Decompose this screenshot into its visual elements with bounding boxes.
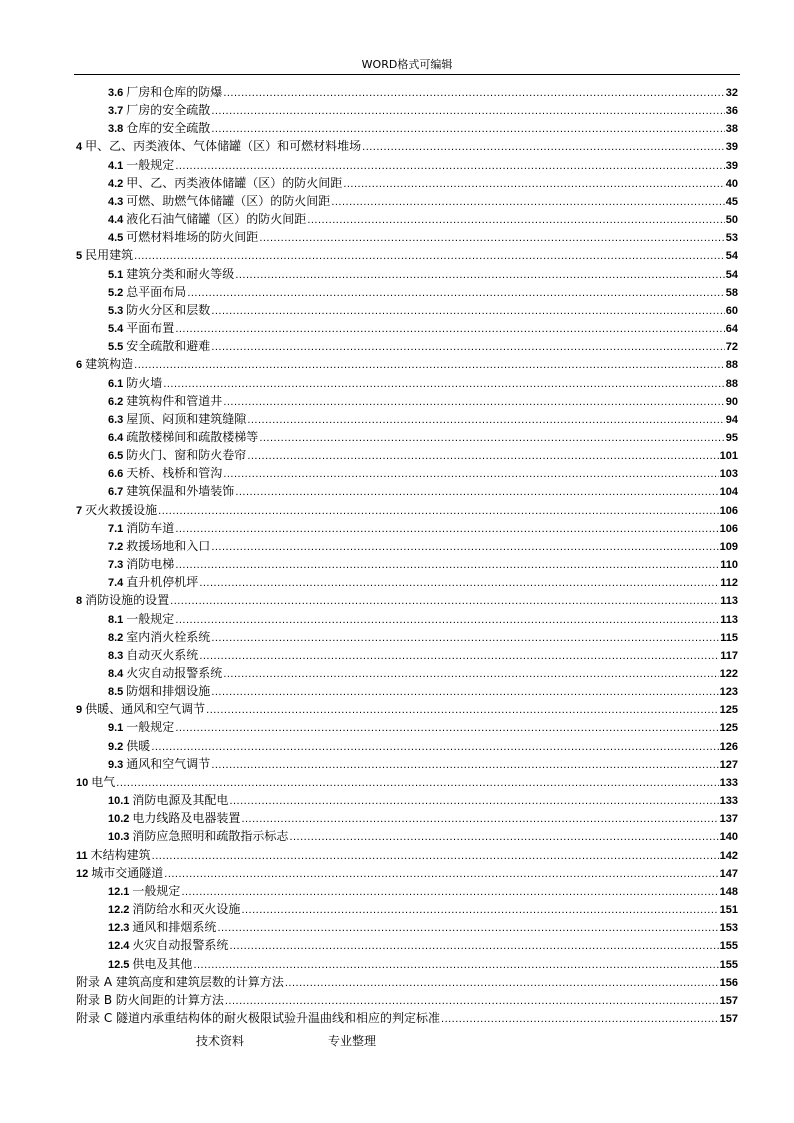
toc-entry-number: 9.3 xyxy=(108,758,124,771)
toc-entry-page: 53 xyxy=(725,232,738,245)
toc-entry[interactable] xyxy=(76,646,738,664)
toc-dot-leader xyxy=(175,556,719,574)
toc-entry[interactable] xyxy=(76,991,738,1009)
toc-entry[interactable] xyxy=(76,210,738,228)
toc-entry[interactable] xyxy=(76,428,738,446)
toc-entry[interactable] xyxy=(76,537,738,555)
toc-entry[interactable] xyxy=(76,700,738,718)
toc-entry-title: 一般规定 xyxy=(126,157,175,172)
toc-entry-title: 甲、乙、丙类液体、气体储罐（区）和可燃材料堆场 xyxy=(85,139,362,154)
table-of-contents xyxy=(76,83,738,1027)
toc-entry-number: 5 xyxy=(76,250,83,263)
toc-dot-leader xyxy=(152,847,719,865)
toc-dot-leader xyxy=(289,828,718,846)
toc-entry-page: 125 xyxy=(719,704,738,717)
toc-entry[interactable] xyxy=(76,137,738,155)
toc-entry[interactable] xyxy=(76,265,738,283)
toc-entry-page: 123 xyxy=(719,686,738,699)
toc-dot-leader xyxy=(259,429,724,447)
page-header xyxy=(74,56,740,75)
toc-entry[interactable] xyxy=(76,319,738,337)
toc-entry-title: 救援场地和入口 xyxy=(126,538,211,553)
toc-entry-number: 5.1 xyxy=(108,268,124,281)
toc-entry-page: 50 xyxy=(725,214,738,227)
toc-entry-number: 6.1 xyxy=(108,377,124,390)
toc-entry-page: 127 xyxy=(719,758,738,771)
toc-entry-title: 防火门、窗和防火卷帘 xyxy=(126,448,247,463)
toc-entry-title: 消防应急照明和疏散指示标志 xyxy=(132,829,289,844)
toc-entry-page: 58 xyxy=(725,286,738,299)
toc-entry-page: 117 xyxy=(720,649,738,662)
toc-entry-title: 供暖、通风和空气调节 xyxy=(85,702,206,717)
toc-entry-page: 64 xyxy=(725,323,738,336)
toc-entry-number: 8.3 xyxy=(108,649,124,662)
toc-entry[interactable] xyxy=(76,900,738,918)
toc-dot-leader xyxy=(223,84,724,102)
header-text: WORD格式可编辑 xyxy=(361,58,453,71)
toc-entry-number: 10.1 xyxy=(108,795,130,808)
toc-entry[interactable] xyxy=(76,555,738,573)
toc-entry[interactable] xyxy=(76,355,738,373)
toc-entry[interactable] xyxy=(76,301,738,319)
toc-dot-leader xyxy=(175,320,724,338)
toc-dot-leader xyxy=(225,992,719,1010)
toc-entry-number: 8.2 xyxy=(108,631,124,644)
toc-dot-leader xyxy=(187,284,724,302)
toc-entry-page: 125 xyxy=(719,722,738,735)
toc-entry[interactable] xyxy=(76,446,738,464)
toc-dot-leader xyxy=(163,375,724,393)
toc-entry-number: 5.3 xyxy=(108,304,124,317)
toc-entry[interactable] xyxy=(76,628,738,646)
toc-entry-title: 建筑保温和外墙装饰 xyxy=(126,484,235,499)
toc-entry-number: 11 xyxy=(76,849,88,862)
toc-entry-number: 4.2 xyxy=(108,177,124,190)
toc-entry[interactable] xyxy=(76,156,738,174)
toc-dot-leader xyxy=(343,175,724,193)
toc-dot-leader xyxy=(223,665,718,683)
toc-entry-title: 消防设施的设置 xyxy=(85,593,170,608)
toc-entry-page: 101 xyxy=(719,450,738,463)
toc-dot-leader xyxy=(235,483,718,501)
toc-entry[interactable] xyxy=(76,809,738,827)
toc-dot-leader xyxy=(247,411,724,429)
toc-entry-title: 一般规定 xyxy=(126,720,175,735)
toc-entry-number: 12.1 xyxy=(108,885,130,898)
toc-entry[interactable] xyxy=(76,83,738,101)
toc-dot-leader xyxy=(229,937,718,955)
toc-entry-title: 屋顶、闷顶和建筑缝隙 xyxy=(126,411,247,426)
toc-entry-title: 通风和排烟系统 xyxy=(132,920,217,935)
toc-entry-page: 106 xyxy=(719,522,738,535)
toc-entry[interactable] xyxy=(76,610,738,628)
toc-entry-title: 木结构建筑 xyxy=(90,847,151,862)
toc-entry-page: 39 xyxy=(725,141,738,154)
toc-entry-title: 电力线路及电器装置 xyxy=(132,811,241,826)
toc-entry-number: 10 xyxy=(76,776,89,789)
toc-entry-page: 88 xyxy=(725,377,738,390)
toc-entry-number: 9.2 xyxy=(108,740,124,753)
toc-dot-leader xyxy=(211,338,724,356)
toc-entry-page: 104 xyxy=(719,486,738,499)
toc-entry-title: 消防电源及其配电 xyxy=(132,793,229,808)
toc-entry[interactable] xyxy=(76,846,738,864)
toc-entry-title: 甲、乙、丙类液体储罐（区）的防火间距 xyxy=(126,175,343,190)
toc-entry-title: 平面布置 xyxy=(126,321,175,336)
toc-entry-number: 9.1 xyxy=(108,722,124,735)
toc-entry-page: 151 xyxy=(719,904,738,917)
toc-entry-title: 附录 B 防火间距的计算方法 xyxy=(76,992,224,1007)
toc-entry[interactable] xyxy=(76,882,738,900)
toc-entry-title: 供电及其他 xyxy=(132,956,193,971)
toc-entry-number: 12.5 xyxy=(108,958,130,971)
toc-dot-leader xyxy=(175,520,718,538)
toc-entry-title: 建筑构件和管道井 xyxy=(126,393,223,408)
toc-entry[interactable] xyxy=(76,246,738,264)
toc-dot-leader xyxy=(175,611,719,629)
toc-entry-title: 灭火救援设施 xyxy=(85,502,158,517)
toc-entry-number: 10.2 xyxy=(108,813,130,826)
toc-entry-title: 消防车道 xyxy=(126,520,175,535)
toc-dot-leader xyxy=(211,629,719,647)
toc-dot-leader xyxy=(217,919,718,937)
toc-entry-title: 防火分区和层数 xyxy=(126,302,211,317)
toc-entry[interactable] xyxy=(76,283,738,301)
toc-entry-title: 民用建筑 xyxy=(85,248,134,263)
toc-entry-title: 天桥、栈桥和管沟 xyxy=(126,466,223,481)
toc-entry-page: 106 xyxy=(719,504,738,517)
toc-entry-page: 157 xyxy=(719,1012,738,1025)
toc-entry[interactable] xyxy=(76,682,738,700)
toc-entry-number: 4 xyxy=(76,141,83,154)
toc-dot-leader xyxy=(211,683,718,701)
toc-entry[interactable] xyxy=(76,918,738,936)
toc-dot-leader xyxy=(307,211,724,229)
toc-entry-number: 7.4 xyxy=(108,577,124,590)
toc-entry-title: 电气 xyxy=(91,774,116,789)
toc-entry-page: 103 xyxy=(719,468,738,481)
toc-entry[interactable] xyxy=(76,773,738,791)
toc-entry[interactable] xyxy=(76,228,738,246)
toc-dot-leader xyxy=(441,1010,719,1028)
toc-entry[interactable] xyxy=(76,573,738,591)
toc-dot-leader xyxy=(223,465,718,483)
toc-entry-title: 火灾自动报警系统 xyxy=(132,938,229,953)
toc-entry-number: 12 xyxy=(76,867,89,880)
toc-entry-title: 总平面布局 xyxy=(126,284,187,299)
toc-entry-page: 88 xyxy=(725,359,738,372)
toc-entry-number: 4.4 xyxy=(108,214,124,227)
toc-entry-title: 火灾自动报警系统 xyxy=(126,666,223,680)
toc-entry-number: 8 xyxy=(76,595,83,608)
toc-entry-title: 安全疏散和避难 xyxy=(126,339,211,354)
toc-entry-number: 10.3 xyxy=(108,831,130,844)
toc-dot-leader xyxy=(199,647,719,665)
toc-entry-title: 一般规定 xyxy=(132,883,181,898)
toc-entry[interactable] xyxy=(76,827,738,845)
toc-entry-number: 3.6 xyxy=(108,87,124,99)
toc-entry-page: 155 xyxy=(719,958,738,971)
toc-dot-leader xyxy=(241,810,718,828)
toc-entry-page: 54 xyxy=(725,250,738,263)
toc-dot-leader xyxy=(199,574,719,592)
toc-entry-page: 32 xyxy=(725,87,738,99)
toc-entry-page: 90 xyxy=(725,395,738,408)
toc-entry[interactable] xyxy=(76,591,738,609)
toc-entry[interactable] xyxy=(76,864,738,882)
toc-entry-number: 6.5 xyxy=(108,450,124,463)
toc-entry[interactable] xyxy=(76,791,738,809)
toc-dot-leader xyxy=(362,138,725,156)
toc-dot-leader xyxy=(181,883,718,901)
toc-entry-page: 133 xyxy=(719,795,738,808)
toc-dot-leader xyxy=(170,592,719,610)
toc-entry-title: 附录 C 隧道内承重结构体的耐火极限试验升温曲线和相应的判定标准 xyxy=(76,1010,441,1025)
toc-entry-number: 5.4 xyxy=(108,323,124,336)
toc-entry-page: 115 xyxy=(720,631,738,644)
toc-entry-page: 109 xyxy=(719,540,738,553)
toc-entry[interactable] xyxy=(76,936,738,954)
toc-entry[interactable] xyxy=(76,718,738,736)
toc-entry-number: 6.6 xyxy=(108,468,124,481)
toc-dot-leader xyxy=(285,974,719,992)
toc-entry-page: 133 xyxy=(719,776,738,789)
toc-dot-leader xyxy=(229,792,718,810)
toc-entry[interactable] xyxy=(76,755,738,773)
toc-entry-title: 供暖 xyxy=(126,738,151,753)
toc-entry[interactable] xyxy=(76,482,738,500)
toc-entry-number: 7 xyxy=(76,504,83,517)
toc-entry[interactable] xyxy=(76,501,738,519)
toc-dot-leader xyxy=(211,120,724,138)
toc-entry-page: 40 xyxy=(725,177,738,190)
toc-dot-leader xyxy=(164,865,718,883)
toc-entry-title: 建筑分类和耐火等级 xyxy=(126,266,235,281)
toc-dot-leader xyxy=(247,447,718,465)
toc-entry-page: 148 xyxy=(719,885,738,898)
toc-entry[interactable] xyxy=(76,410,738,428)
toc-entry-number: 7.3 xyxy=(108,559,124,572)
footer-left-text: 技术资料 xyxy=(196,1034,245,1048)
toc-entry-page: 153 xyxy=(719,922,738,935)
toc-entry[interactable] xyxy=(76,737,738,755)
toc-entry[interactable] xyxy=(76,337,738,355)
toc-dot-leader xyxy=(206,701,719,719)
toc-entry-title: 一般规定 xyxy=(126,611,175,626)
toc-entry-number: 4.3 xyxy=(108,195,124,208)
toc-entry-page: 113 xyxy=(720,613,738,626)
toc-entry-number: 7.1 xyxy=(108,522,124,535)
toc-entry[interactable] xyxy=(76,973,738,991)
toc-dot-leader xyxy=(116,774,718,792)
toc-entry-title: 建筑构造 xyxy=(85,357,134,372)
toc-entry-title: 厂房的安全疏散 xyxy=(126,103,211,118)
toc-entry[interactable] xyxy=(76,101,738,119)
toc-entry[interactable] xyxy=(76,955,738,973)
toc-entry-title: 消防给水和灭火设施 xyxy=(132,902,241,917)
toc-dot-leader xyxy=(193,956,718,974)
toc-entry-number: 6.3 xyxy=(108,413,124,426)
toc-entry-title: 自动灭火系统 xyxy=(126,647,199,662)
toc-entry[interactable] xyxy=(76,519,738,537)
toc-entry-number: 3.7 xyxy=(108,105,124,118)
toc-entry-title: 仓库的安全疏散 xyxy=(126,121,211,136)
toc-entry-page: 147 xyxy=(719,867,738,880)
toc-dot-leader xyxy=(211,102,724,120)
toc-entry-page: 54 xyxy=(725,268,738,281)
toc-entry-number: 12.2 xyxy=(108,904,130,917)
toc-entry-title: 消防电梯 xyxy=(126,557,175,572)
toc-entry-page: 126 xyxy=(719,740,738,753)
toc-entry-number: 5.5 xyxy=(108,341,124,354)
toc-entry-page: 95 xyxy=(725,431,738,444)
toc-dot-leader xyxy=(175,157,724,175)
toc-entry-number: 6.7 xyxy=(108,486,124,499)
toc-entry-page: 122 xyxy=(719,668,738,680)
toc-dot-leader xyxy=(158,502,719,520)
toc-entry-number: 12.3 xyxy=(108,922,130,935)
toc-dot-leader xyxy=(211,302,724,320)
toc-entry-number: 8.4 xyxy=(108,668,124,680)
page-footer xyxy=(0,1031,794,1051)
toc-entry-number: 6.2 xyxy=(108,395,124,408)
toc-entry-page: 142 xyxy=(719,849,738,862)
toc-entry[interactable] xyxy=(76,192,738,210)
toc-entry-page: 137 xyxy=(719,813,738,826)
toc-entry[interactable] xyxy=(76,1009,738,1027)
toc-entry-number: 12.4 xyxy=(108,940,130,953)
toc-entry-page: 110 xyxy=(720,559,738,572)
toc-entry-page: 60 xyxy=(725,304,738,317)
toc-entry-title: 直升机停机坪 xyxy=(126,575,199,590)
toc-entry-page: 155 xyxy=(719,940,738,953)
toc-dot-leader xyxy=(134,356,725,374)
toc-dot-leader xyxy=(235,266,724,284)
toc-entry-page: 140 xyxy=(719,831,738,844)
toc-entry-number: 6 xyxy=(76,359,83,372)
toc-entry-number: 9 xyxy=(76,704,83,717)
toc-entry[interactable] xyxy=(76,374,738,392)
toc-entry-title: 防烟和排烟设施 xyxy=(126,684,211,699)
toc-entry-page: 94 xyxy=(725,413,738,426)
toc-entry-page: 45 xyxy=(725,195,738,208)
toc-entry-page: 156 xyxy=(719,976,738,989)
toc-dot-leader xyxy=(241,901,718,919)
toc-entry-title: 疏散楼梯间和疏散楼梯等 xyxy=(126,429,259,444)
toc-entry-page: 113 xyxy=(720,595,738,608)
toc-dot-leader xyxy=(175,719,718,737)
toc-dot-leader xyxy=(151,738,718,756)
toc-entry-page: 39 xyxy=(725,159,738,172)
toc-entry-page: 157 xyxy=(719,994,738,1007)
toc-entry-page: 112 xyxy=(720,577,738,590)
toc-entry-number: 4.5 xyxy=(108,232,124,245)
toc-entry-number: 6.4 xyxy=(108,431,124,444)
toc-entry-number: 5.2 xyxy=(108,286,124,299)
toc-dot-leader xyxy=(134,247,725,265)
toc-entry-title: 可燃材料堆场的防火间距 xyxy=(126,230,259,245)
toc-entry-title: 厂房和仓库的防爆 xyxy=(126,85,223,99)
toc-entry-title: 可燃、助燃气体储罐（区）的防火间距 xyxy=(126,193,331,208)
toc-entry[interactable] xyxy=(76,392,738,410)
toc-entry-page: 38 xyxy=(725,123,738,136)
toc-entry-page: 36 xyxy=(725,105,738,118)
toc-entry[interactable] xyxy=(76,464,738,482)
toc-entry[interactable] xyxy=(76,174,738,192)
toc-dot-leader xyxy=(211,756,718,774)
toc-entry-number: 8.1 xyxy=(108,613,124,626)
toc-dot-leader xyxy=(331,193,724,211)
toc-entry-page: 72 xyxy=(725,341,738,354)
toc-entry-title: 室内消火栓系统 xyxy=(126,629,211,644)
footer-right-text: 专业整理 xyxy=(328,1034,377,1048)
toc-entry-title: 通风和空气调节 xyxy=(126,756,211,771)
toc-entry-number: 7.2 xyxy=(108,540,124,553)
toc-entry[interactable] xyxy=(76,119,738,137)
toc-entry-number: 4.1 xyxy=(108,159,124,172)
toc-entry-title: 附录 A 建筑高度和建筑层数的计算方法 xyxy=(76,974,284,989)
toc-entry-number: 8.5 xyxy=(108,686,124,699)
toc-entry-title: 液化石油气储罐（区）的防火间距 xyxy=(126,212,307,227)
toc-entry-number: 3.8 xyxy=(108,123,124,136)
toc-dot-leader xyxy=(259,229,724,247)
toc-dot-leader xyxy=(223,393,724,411)
toc-entry[interactable] xyxy=(76,664,738,682)
toc-dot-leader xyxy=(211,538,718,556)
toc-entry-title: 防火墙 xyxy=(126,375,163,390)
toc-entry-title: 城市交通隧道 xyxy=(91,865,164,880)
